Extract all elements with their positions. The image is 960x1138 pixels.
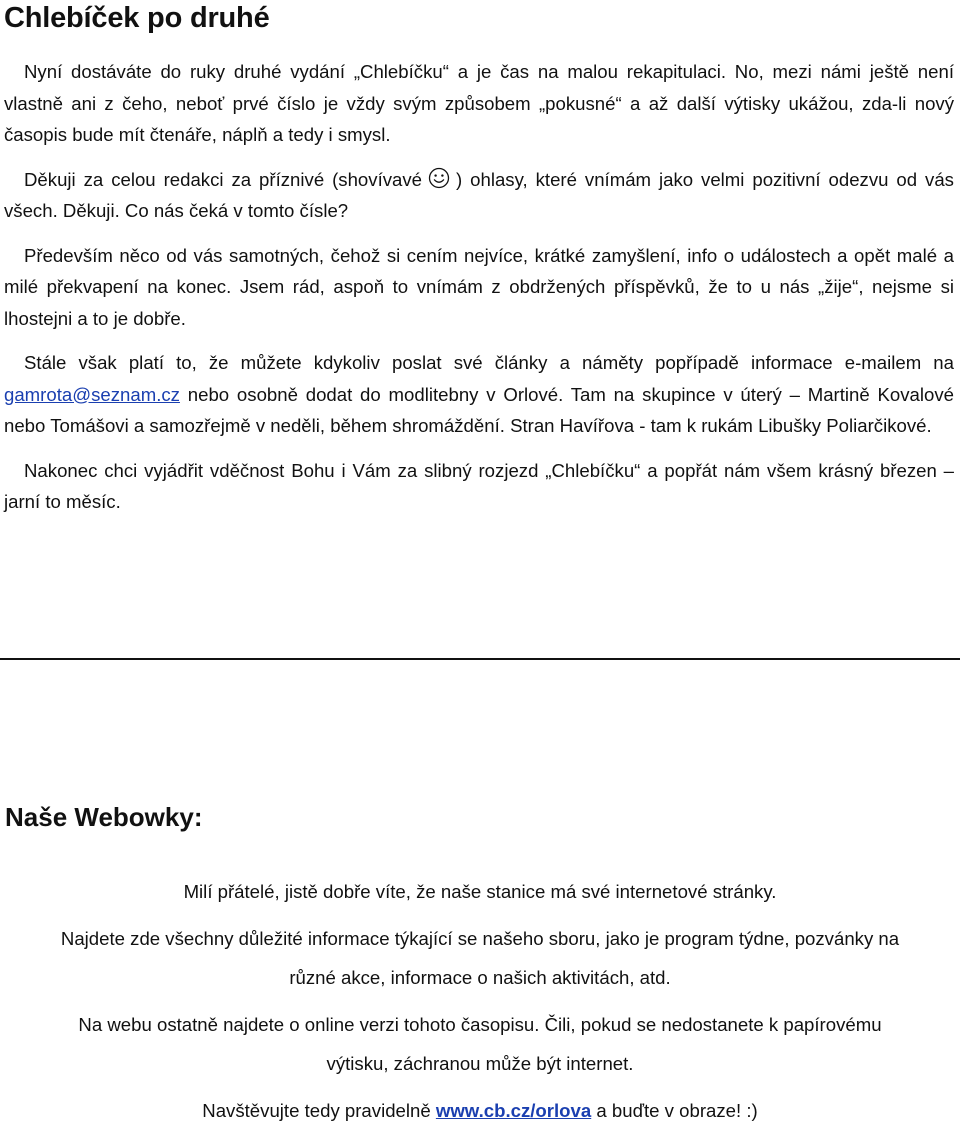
visit-text-end: a buďte v obraze! :) <box>596 1100 758 1121</box>
web-line-1: Milí přátelé, jistě dobře víte, že naše stanice má své internetové stránky. <box>183 881 777 902</box>
article-body <box>4 56 954 531</box>
web-line-2: Najdete zde všechny důležité informace týkající se našeho sboru, jako je program týdne, pozvánky na různé akce, informace o našich aktivitách, atd. <box>60 928 900 988</box>
contact-text-start: Stále však platí to, že můžete kdykoliv poslat své články a náměty popřípadě informace e-mailem na <box>24 352 954 373</box>
thanks-paragraph <box>4 164 954 227</box>
closing-paragraph: Nakonec chci vyjádřit vděčnost Bohu i Vám za slibný rozjezd „Chlebíčku“ a popřát nám všem krásný březen – jarní to měsíc. <box>4 459 954 512</box>
web-line-3: Na webu ostatně najdete o online verzi tohoto časopisu. Čili, pokud se nedostanete k papírovému výtisku, záchranou může být internet. <box>78 1014 882 1074</box>
visit-text-start: Navštěvujte tedy pravidelně <box>202 1100 431 1121</box>
contents-paragraph: Především něco od vás samotných, čehož si cením nejvíce, krátké zamyšlení, info o událostech a opět malé a milé překvapení na konec. Jsem rád, aspoň to vnímám z obdržených příspěvků, že to u nás „žije“, nejsme si lhostejni a to je dobře. <box>4 244 954 329</box>
website-link[interactable]: www.cb.cz/orlova <box>435 1100 592 1121</box>
intro-paragraph: Nyní dostáváte do ruky druhé vydání „Chlebíčku“ a je čas na malou rekapitulaci. No, mezi námi ještě není vlastně ani z čeho, neboť prvé číslo je vždy svým způsobem „pokusné“ a až další výtisky ukážou, zda-li nový časopis bude mít čtenáře, náplň a tedy i smysl. <box>4 61 954 145</box>
contact-text-end: nebo osobně dodat do modlitebny v Orlové. Tam na skupince v úterý – Martině Kovalové nebo Tomášovi a samozřejmě v neděli, během shromáždění. Stran Havířova - tam k rukám Libušky Poliarčikové. <box>4 383 955 436</box>
email-link[interactable]: gamrota@seznam.cz <box>4 383 180 405</box>
contact-paragraph <box>4 347 954 442</box>
web-visit-line <box>0 1091 960 1130</box>
web-section <box>0 872 960 1138</box>
section-divider <box>0 658 960 660</box>
smiley-face-icon <box>428 167 450 189</box>
thanks-text-start: Děkuji za celou redakci za příznivé (shovívavé <box>24 168 423 190</box>
thanks-text-end: ) ohlasy, které vnímám jako velmi pozitivní odezvu od vás všech. Děkuji. Co nás čeká v tomto čísle? <box>4 168 954 221</box>
web-heading: Naše Webowky: <box>5 802 203 832</box>
page-title: Chlebíček po druhé <box>4 2 270 34</box>
